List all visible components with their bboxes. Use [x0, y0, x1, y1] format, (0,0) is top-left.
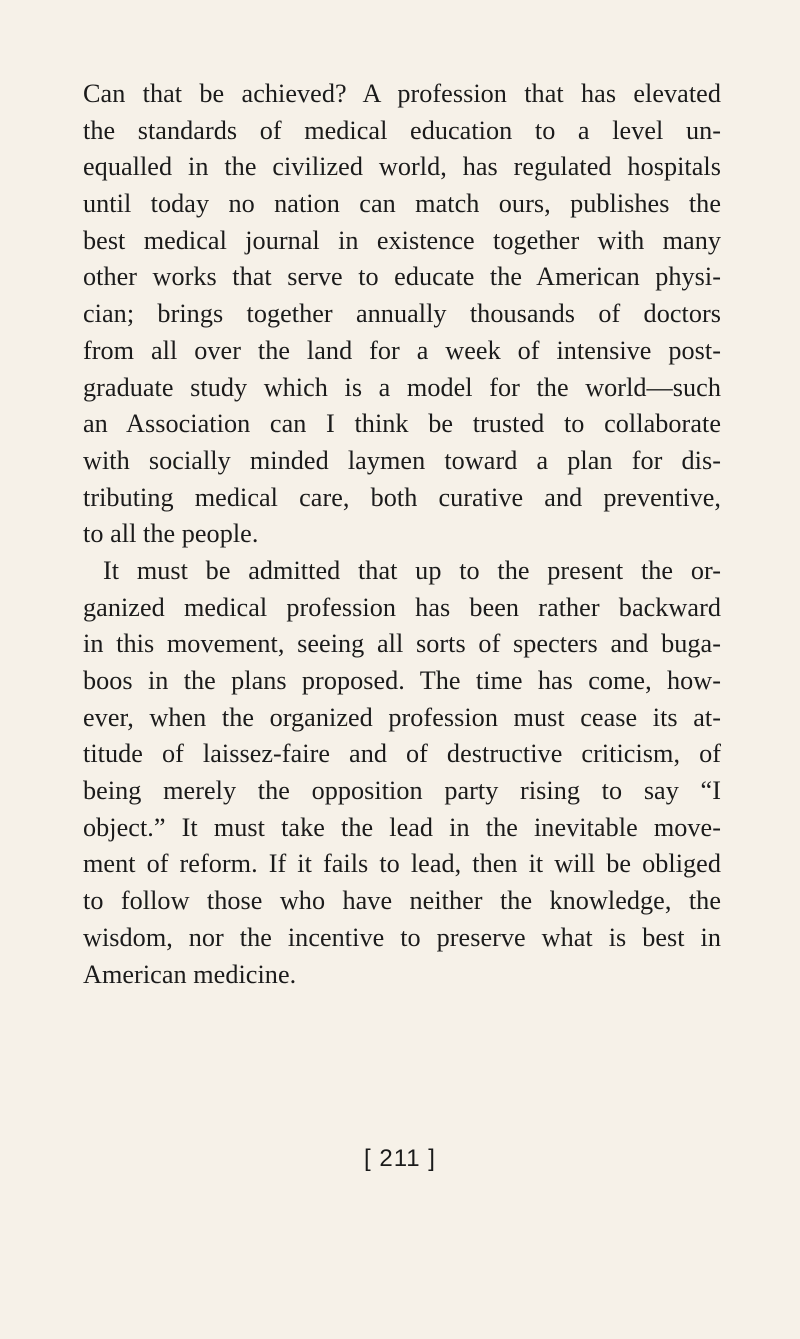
- text-line: wisdom, nor the incentive to preserve what is best in: [83, 922, 721, 952]
- text-line: graduate study which is a model for the world—such: [83, 372, 721, 402]
- text-line: object.” It must take the lead in the inevitable move-: [83, 812, 721, 842]
- paragraph-2: [83, 553, 721, 993]
- text-line: the standards of medical education to a level un-: [83, 115, 721, 145]
- text-line: cian; brings together annually thousands of doctors: [83, 299, 721, 329]
- text-line: in this movement, seeing all sorts of specters and buga-: [83, 629, 721, 659]
- text-line: It must be admitted that up to the present the or-: [103, 555, 721, 585]
- text-line: until today no nation can match ours, publishes the: [83, 189, 721, 219]
- text-line: Can that be achieved? A profession that has elevated: [83, 79, 721, 108]
- text-line: ment of reform. If it fails to lead, then it will be obliged: [83, 849, 721, 879]
- text-line: from all over the land for a week of intensive post-: [83, 335, 721, 365]
- text-line: ganized medical profession has been rather backward: [83, 592, 721, 622]
- page-number: [ 211 ]: [364, 1145, 436, 1172]
- text-line: ever, when the organized profession must cease its at-: [83, 702, 721, 732]
- text-line: equalled in the civilized world, has regulated hospitals: [83, 152, 721, 182]
- text-line: to follow those who have neither the knowledge, the: [83, 886, 721, 916]
- text-line: titude of laissez-faire and of destructive criticism, of: [83, 739, 721, 769]
- text-line: boos in the plans proposed. The time has come, how-: [83, 666, 721, 695]
- paragraph-1: [83, 76, 721, 553]
- text-line: with socially minded laymen toward a plan for dis-: [83, 445, 721, 475]
- text-line: other works that serve to educate the American physi-: [83, 262, 721, 292]
- text-line: an Association can I think be trusted to collaborate: [83, 409, 721, 439]
- text-line: to all the people.: [83, 519, 259, 549]
- text-line: tributing medical care, both curative and preventive,: [83, 482, 721, 512]
- body-text: [83, 76, 721, 993]
- text-line: being merely the opposition party rising to say “I: [83, 776, 721, 806]
- text-line: American medicine.: [83, 959, 297, 989]
- text-line: best medical journal in existence together with many: [83, 225, 721, 255]
